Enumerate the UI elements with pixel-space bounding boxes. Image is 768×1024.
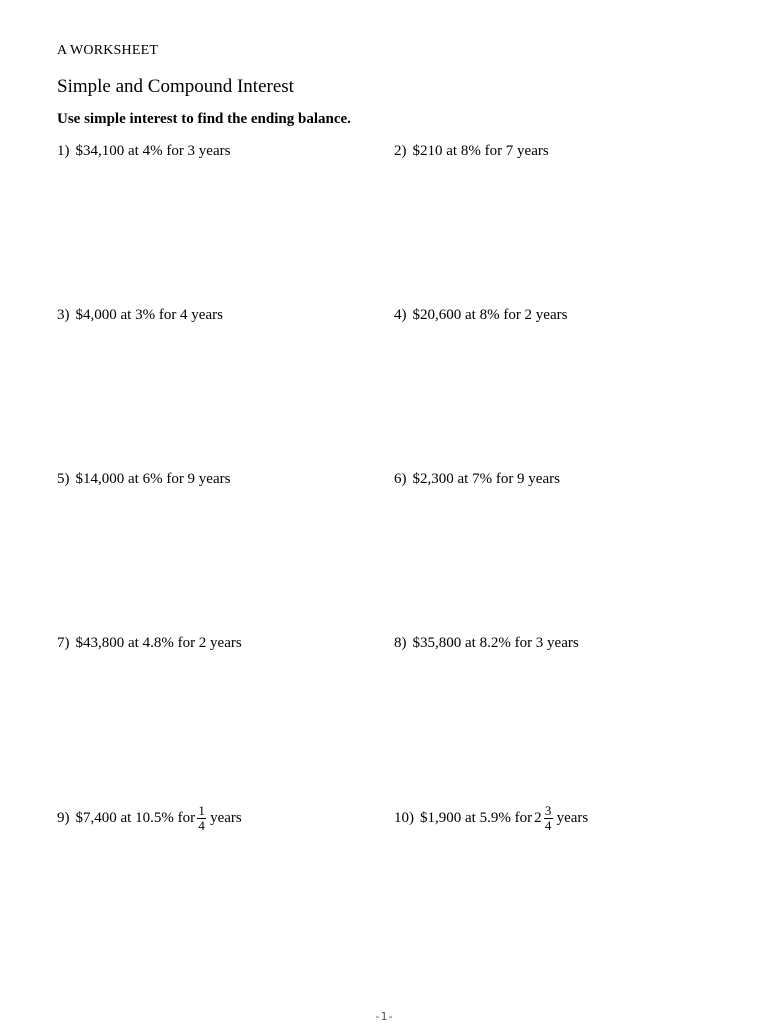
problem-4	[394, 305, 567, 325]
problem-6	[394, 469, 560, 489]
fraction	[197, 804, 206, 833]
problem-text: $35,800 at 8.2% for 3 years	[412, 634, 579, 651]
problem-number: 1)	[57, 142, 70, 159]
fraction-numerator: 3	[544, 802, 552, 818]
problem-8	[394, 633, 579, 653]
fraction	[544, 804, 553, 833]
problem-text: $4,000 at 3% for 4 years	[75, 306, 223, 323]
problem-number: 7)	[57, 634, 70, 651]
page-number: -1-	[374, 1010, 394, 1023]
problem-text: $210 at 8% for 7 years	[412, 142, 549, 159]
instructions: Use simple interest to find the ending balance.	[57, 111, 351, 127]
problem-number: 10)	[394, 809, 414, 826]
fraction-denominator: 4	[544, 817, 552, 833]
problem-10	[394, 802, 589, 833]
mixed-number-whole: 2	[534, 809, 542, 826]
problem-text: $2,300 at 7% for 9 years	[412, 470, 560, 487]
problem-text: $34,100 at 4% for 3 years	[75, 142, 231, 159]
problem-number: 4)	[394, 306, 407, 323]
problem-text: $20,600 at 8% for 2 years	[412, 306, 568, 323]
problem-text: $43,800 at 4.8% for 2 years	[75, 634, 242, 651]
problem-number: 3)	[57, 306, 70, 323]
problem-9	[57, 802, 242, 833]
header-label: A WORKSHEET	[57, 43, 159, 58]
problem-number: 9)	[57, 809, 70, 826]
problem-number: 5)	[57, 470, 70, 487]
problem-number: 2)	[394, 142, 407, 159]
problem-unit: years	[210, 809, 242, 826]
fraction-denominator: 4	[198, 817, 205, 833]
problem-7	[57, 633, 242, 653]
problem-text: $14,000 at 6% for 9 years	[75, 470, 231, 487]
problem-number: 8)	[394, 634, 407, 651]
problem-text: $1,900 at 5.9% for	[420, 809, 533, 826]
problem-2	[394, 141, 549, 161]
problem-number: 6)	[394, 470, 407, 487]
problem-unit: years	[556, 809, 589, 826]
fraction-numerator: 1	[198, 802, 205, 818]
problem-text: $7,400 at 10.5% for	[75, 809, 196, 826]
problem-5	[57, 469, 230, 489]
page-title: Simple and Compound Interest	[57, 76, 294, 97]
problem-1	[57, 141, 230, 161]
problem-3	[57, 305, 223, 325]
